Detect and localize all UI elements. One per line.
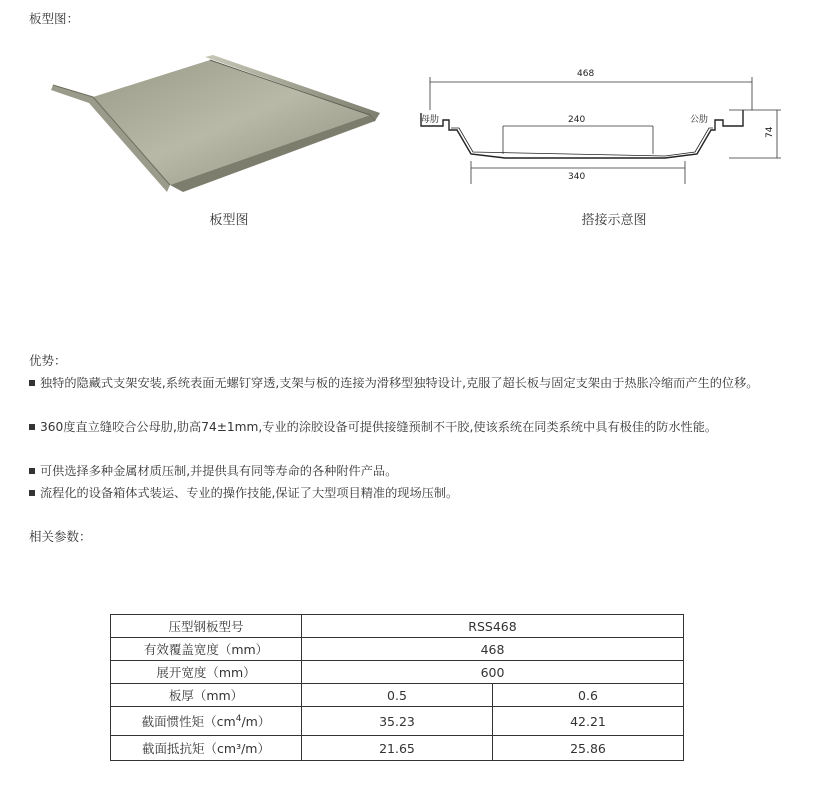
section-title: 板型图： xyxy=(29,11,80,26)
inertia-label: 截面惯性矩$(cm^4/m)$ xyxy=(111,707,302,736)
resist-label: 截面抵抗矩（cm³/m） xyxy=(111,736,302,761)
resist-value: 21.65 xyxy=(302,736,493,761)
bullet-icon xyxy=(29,490,35,496)
cover-width-value: 468 xyxy=(302,638,684,661)
cross-section-diagram xyxy=(413,58,793,193)
label-female-rib: 母肋 xyxy=(421,115,440,125)
inertia-value: 35.23 xyxy=(302,707,493,736)
advantage-item: 可供选择多种金属材质压制,并提供具有同等寿命的各种附件产品。 xyxy=(29,460,397,482)
dim-340: 340 xyxy=(568,172,586,182)
thickness-value: 0.5 xyxy=(302,684,493,707)
params-title: 相关参数： xyxy=(29,529,92,544)
dim-240: 240 xyxy=(568,115,586,125)
unfold-width-label: 展开宽度（mm） xyxy=(111,661,302,684)
resist-value: 25.86 xyxy=(493,736,684,761)
table-row xyxy=(111,684,684,707)
bullet-icon xyxy=(29,380,35,386)
table-row xyxy=(111,661,684,684)
diagram-caption: 搭接示意图 xyxy=(581,213,647,228)
table-row xyxy=(111,707,684,736)
bullet-icon xyxy=(29,468,35,474)
cover-width-label: 有效覆盖宽度（mm） xyxy=(111,638,302,661)
table-row xyxy=(111,638,684,661)
advantage-item: 独特的隐藏式支架安装,系统表面无螺钉穿透,支架与板的连接为滑移型独特设计,克服了超长板与固定支架由于热胀冷缩而产生的位移。 xyxy=(29,372,789,394)
table-row xyxy=(111,615,684,638)
unfold-width-value: 600 xyxy=(302,661,684,684)
dim-74: 74 xyxy=(765,126,775,138)
advantages-title: 优势： xyxy=(29,353,67,368)
inertia-value: 42.21 xyxy=(493,707,684,736)
label-male-rib: 公肋 xyxy=(690,115,709,125)
spec-table xyxy=(110,614,684,761)
thickness-label: 板厚（mm） xyxy=(111,684,302,707)
table-row xyxy=(111,736,684,761)
model-value: RSS468 xyxy=(302,615,684,638)
advantage-item: 流程化的设备箱体式装运、专业的操作技能,保证了大型项目精准的现场压制。 xyxy=(29,482,458,504)
advantage-item: 360度直立缝咬合公母肋,肋高74±1mm,专业的涂胶设备可提供接缝预制不干胶,使该系统在同类系统中具有极佳的防水性能。 xyxy=(29,416,789,438)
thickness-value: 0.6 xyxy=(493,684,684,707)
product-caption: 板型图 xyxy=(209,213,249,228)
model-label: 压型钢板型号 xyxy=(111,615,302,638)
product-illustration xyxy=(45,55,385,195)
bullet-icon xyxy=(29,424,35,430)
dim-468: 468 xyxy=(577,69,595,79)
